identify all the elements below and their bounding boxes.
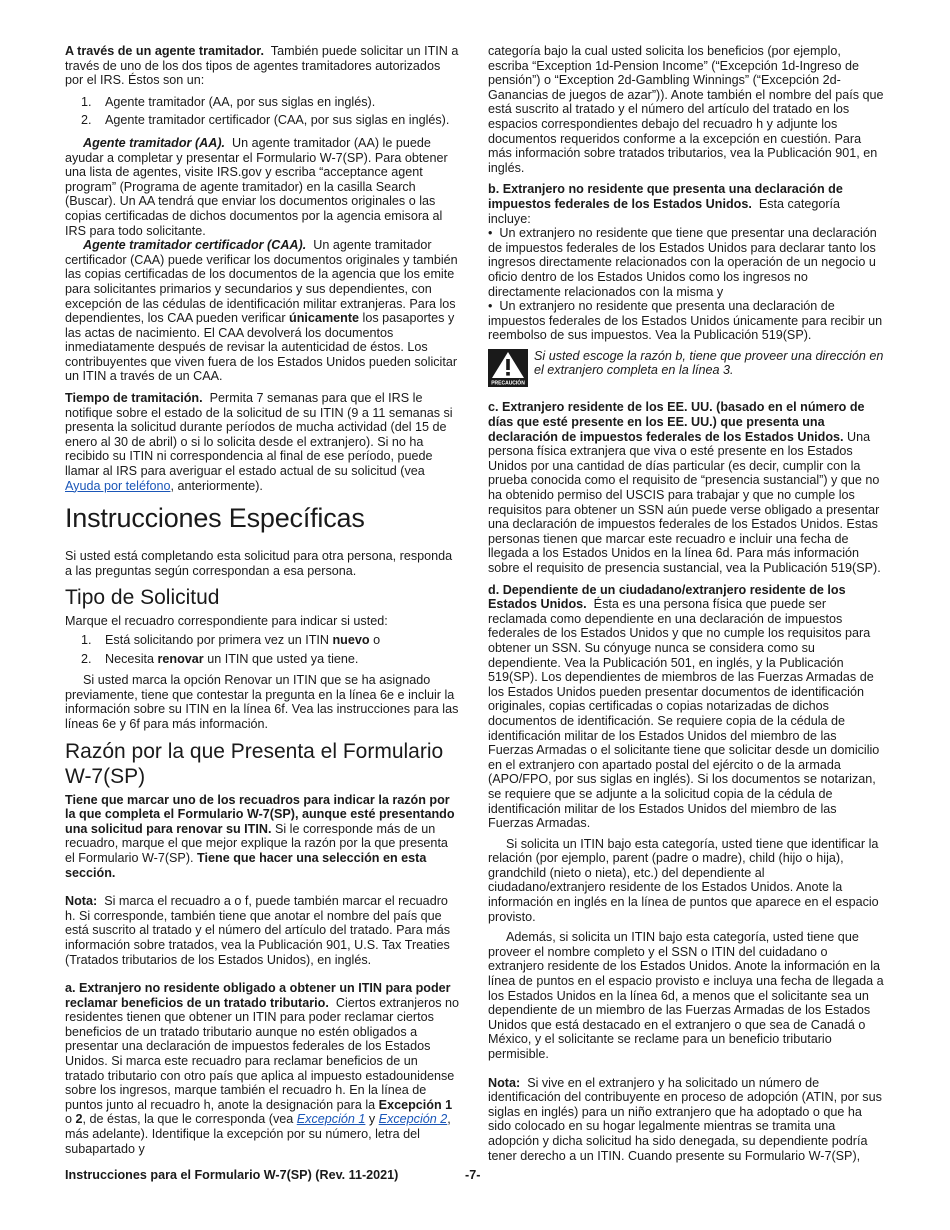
bullet-icon: • <box>488 299 493 314</box>
list-text: o <box>369 633 381 647</box>
reason-c-title: c. Extranjero residente de los EE. UU. (basado en el número de días que esté presente en los EE. UU.) que presenta una declaración de impuestos federales de los Estados Unidos. <box>488 400 865 444</box>
bullet-item <box>488 226 884 299</box>
excepcion-2-link[interactable]: Excepción 2 <box>378 1112 448 1127</box>
list-number: 2. <box>81 651 92 666</box>
list-number: 1. <box>81 633 92 647</box>
nota-text: Si marca el recuadro a o f, puede también marcar el recuadro h. Si corresponde, también tiene que anotar el nombre del país que está suscrito al tratado y el número del artículo del tratado. Para más información sobre tratados, vea la Publicación 901, U.S. Tax Treaties (Tratados tributarios de los Estados Unidos), en inglés. <box>65 894 451 967</box>
reason-c-paragraph <box>488 400 884 575</box>
reason-c-text: Una persona física extranjera que viva o esté presente en los Estados Unidos por una cantidad de días particular (es decir, cumplir con la prueba conocida como el requisito de “presencia sustancial”) y que no ha obtenido permiso del USCIS para trabajar y que no cumple los requisitos para obtener un SSN aún puede verse obligado a presentar una declaración de impuestos federales de los Estados Unidos. Estas personas tienen que marcar este recuadro e incluir una fecha de llegada a los Estados Unidos en la línea 6d. Para más información sobre el requisito de presencia sustancial, vea la Publicación 519(SP). <box>488 429 881 575</box>
aa-text: Un agente tramitador (AA) le puede ayudar a completar y presentar el Formulario W-7(SP). Para obtener una lista de agentes, visite IRS.gov y escriba “acceptance agent program” (Programa de agente tramitador) en la casilla Search (Buscar). Un AA tendrá que enviar los documentos originales o las copias certificadas de dichos documentos por la agencia emisora al IRS para todo solicitante. <box>65 135 448 238</box>
caution-label: PRECAUCIÓN <box>491 380 525 387</box>
bullet-item <box>488 299 884 343</box>
bullet-text: Un extranjero no residente que tiene que presentar una declaración de impuestos federales de los Estados Unidos para declarar tanto los ingresos directamente relacionados con la operación de un negocio u oficio dentro de los Estados Unidos como los ingresos no directamente relacionados con la misma y <box>488 226 877 299</box>
conj-text: y <box>368 1112 376 1127</box>
caa-text-2: los pasaportes y las actas de nacimiento. El CAA devolverá los documentos inmediatamente después de revisar la autenticidad de éstos. Los contribuyentes que viven fuera de los Estados Unidos pueden solicitar un ITIN a través de un CAA. <box>65 311 458 384</box>
excepcion-1-link[interactable]: Excepción 1 <box>296 1112 366 1127</box>
reason-a-text-2: , de éstas, la que le corresponda (vea <box>82 1112 294 1127</box>
nota-label: Nota: <box>65 894 98 909</box>
razon-paragraph <box>65 793 460 881</box>
bullet-icon: • <box>488 226 493 241</box>
reason-d-text: Ésta es una persona física que puede ser reclamada como dependiente en una declaración de impuestos federales de los Estados Unidos y que no cumple los requisitos para obtener un SSN. Su cónyuge nunca se considera como su dependiente. Vea la Publicación 501, en inglés, y la Publicación 519(SP). Los dependientes de miembros de las Fuerzas Armadas de los Estados Unidos pueden presentar documentos de identificación originales, copias certificadas o copias notarizadas de dichos documentos de identificación. Se requiere copia de la cédula de identificación militar de los Estados Unidos del miembro de las Fuerzas Armadas o el solicitante tiene que solicitar desde un domicilio en el extranjero con apartado postal del ejército o de la armada (APO/FPO, por sus siglas en inglés). Si los documentos se notarizan, se requiere que se adjunte a la solicitud copia de la cédula de identificación militar de los Estados Unidos del miembro de las Fuerzas Armadas. <box>488 597 880 831</box>
tipo-text: Marque el recuadro correspondiente para indicar si usted: <box>65 614 388 629</box>
list-text: Agente tramitador certificador (CAA, por sus siglas en inglés). <box>105 113 450 128</box>
list-text: un ITIN que usted ya tiene. <box>203 651 359 666</box>
left-column <box>65 44 460 1163</box>
list-text: Necesita <box>105 651 158 666</box>
caa-paragraph <box>65 238 460 384</box>
nota-paragraph <box>65 894 460 967</box>
exception-bold: Excepción 1 <box>378 1097 453 1112</box>
list-number: 2. <box>81 113 92 128</box>
list-item <box>65 633 460 648</box>
reason-a-text-3: , más adelante). Identifique la excepción por su número, letra del subapartado y <box>65 1112 451 1156</box>
caa-text: Un agente tramitador certificador (CAA) puede verificar los documentos originales y también las copias certificadas de los documentos de la agencia que los emite para solicitantes primarios y secundarios y sus dependientes, con excepción de las cédulas de identificación militar extranjeras. Para los dependientes, los CAA pueden verificar <box>65 238 458 326</box>
list-text: Está solicitando por primera vez un ITIN <box>105 633 333 647</box>
reason-d-paragraph-2: Si solicita un ITIN bajo esta categoría, usted tiene que identificar la relación (por ejemplo, parent (padre o madre), child (hijo o hija), grandchild (nieto o nieta), etc.) del dependiente al ciudadano/extranjero residente de los Estados Unidos. Anote la información en inglés en la línea de puntos que aparece en el espacio provisto. <box>488 836 879 924</box>
reason-a-paragraph <box>65 981 460 1156</box>
razon-bold-2: Tiene que hacer una selección en esta sección. <box>65 850 427 880</box>
exception-bold: 2 <box>75 1112 83 1127</box>
list-item <box>65 652 460 667</box>
conj-text: o <box>65 1112 73 1127</box>
caa-title: Agente tramitador certificador (CAA). <box>83 238 307 253</box>
tiempo-title: Tiempo de tramitación. <box>65 391 203 406</box>
reason-d-paragraph <box>488 583 884 831</box>
renovar-paragraph: Si usted marca la opción Renovar un ITIN que se ha asignado previamente, tiene que contestar la pregunta en la línea 6e e incluir la información sobre su ITIN en la línea 6f. Vea las instrucciones para las líneas 6e y 6f para más información. <box>65 673 459 731</box>
section-heading-tipo: Tipo de Solicitud <box>65 586 220 610</box>
list-item <box>65 113 460 128</box>
list-item <box>65 95 460 110</box>
nota-label: Nota: <box>488 1075 521 1090</box>
continuation-paragraph: categoría bajo la cual usted solicita los beneficios (por ejemplo, escriba “Exception 1d-Pension Income” (“Excepción 1d-Ingreso de pensión”) o “Exception 2d-Gambling Winnings” (“Excepción 2d-Ganancias de juegos de azar”)). Anote también el nombre del país que está suscrito al tratado y el número del artículo del tratado en los espacios correspondientes debajo del recuadro h y adjunte los documentos requeridos conforme a la excepción en cuestión. Para más información sobre tratados tributarios, vea la Publicación 901, en inglés. <box>488 44 884 175</box>
page-heading: Instrucciones Específicas <box>65 503 365 534</box>
reason-a-text: Ciertos extranjeros no residentes tienen que obtener un ITIN para poder reclamar ciertos beneficios de un tratado tributario aunque no estén obligados a presentar una declaración de impuestos federales de los Estados Unidos. Si marca este recuadro para reclamar beneficios de un tratado tributario con otro país que aplica al impuesto estadounidense sobre los ingresos, marque también el recuadro h. En la línea de puntos junto al recuadro h, anote la designación para la <box>65 995 460 1112</box>
reason-b-paragraph <box>488 182 884 226</box>
tiempo-text: Permita 7 semanas para que el IRS le notifique sobre el estado de la solicitud de su ITIN (9 a 11 semanas si presenta la solicitud durante períodos de mucha actividad (del 15 de enero al 30 de abril) o si lo solicita desde el extranjero). Si no ha recibido su ITIN ni correspondencia al final de ese período, puede llamar al IRS para averiguar el estado actual de su solicitud (vea <box>65 391 453 479</box>
list-bold: nuevo <box>332 633 370 647</box>
razon-text: Si le corresponde más de un recuadro, marque el que mejor explique la razón por la que presenta el Formulario W-7(SP). <box>65 821 448 865</box>
list-bold: renovar <box>157 651 204 666</box>
ayuda-telefono-link[interactable]: Ayuda por teléfono <box>65 478 171 493</box>
list-text: Agente tramitador (AA, por sus siglas en inglés). <box>105 94 376 109</box>
list-number: 1. <box>81 94 92 109</box>
right-column <box>488 44 884 1170</box>
page-number: -7- <box>465 1168 481 1182</box>
reason-b-title: b. Extranjero no residente que presenta una declaración de impuestos federales de los Estados Unidos. <box>488 182 843 211</box>
caution-box <box>488 349 884 391</box>
agente-text: También puede solicitar un ITIN a través de uno de los dos tipos de agentes tramitadores autorizados por el IRS. Éstos son un: <box>65 44 459 88</box>
page-footer <box>65 1168 885 1183</box>
aa-paragraph <box>65 136 460 238</box>
tiempo-paragraph <box>65 391 460 493</box>
reason-b-text: Esta categoría incluye: <box>488 196 841 226</box>
section-heading-razon: Razón por la que Presenta el Formulario W-7(SP) <box>65 739 444 788</box>
agente-paragraph <box>65 44 460 88</box>
agente-title: A través de un agente tramitador. <box>65 44 264 58</box>
nota-text: Si vive en el extranjero y ha solicitado un número de identificación del contribuyente en proceso de adopción (ATIN, por sus siglas en inglés) para un niño extranjero que ha adoptado o que ha sido colocado en su hogar legalmente mientras se tramita una adopción y dicha solicitud ha sido denegada, su dependiente podría tener derecho a un ITIN. Cuando presente su Formulario W-7(SP), <box>488 1075 882 1163</box>
reason-d-paragraph-3: Además, si solicita un ITIN bajo esta categoría, usted tiene que proveer el nombre completo y el SSN o ITIN del cuidadano o extranjero residente de los Estados Unidos. Anote la información en la línea de puntos en el espacio provisto e incluya una fecha de llegada a los Estados Unidos en la línea 6d, a menos que el solicitante sea un dependiente de un miembro de las Fuerzas Armadas de los Estados Unidos que está destacado en el extranjero o que sea de Canadá o México, y el solicitante se reclame para un beneficio tributario permisible. <box>488 930 884 1061</box>
footer-title: Instrucciones para el Formulario W-7(SP) (Rev. 11-2021) <box>65 1168 399 1182</box>
intro-paragraph: Si usted está completando esta solicitud para otra persona, responda a las preguntas según correspondan a esa persona. <box>65 549 453 578</box>
bullet-text: Un extranjero no residente que presenta una declaración de impuestos federales de los Estados Unidos únicamente para recibir un reembolso de sus impuestos. Vea la Publicación 519(SP). <box>488 299 883 343</box>
razon-bold: Tiene que marcar uno de los recuadros para indicar la razón por la que completa el Formulario W-7(SP), aunque esté presentando una solicitud para renovar su ITIN. <box>65 792 455 836</box>
reason-a-title: a. Extranjero no residente obligado a obtener un ITIN para poder reclamar beneficios de un tratado tributario. <box>65 981 451 1010</box>
caution-text: Si usted escoge la razón b, tiene que proveer una dirección en el extranjero completa en la línea 3. <box>534 348 884 378</box>
caution-icon <box>488 349 528 391</box>
reason-d-title: d. Dependiente de un ciudadano/extranjero residente de los Estados Unidos. <box>488 582 846 612</box>
nota-paragraph-right <box>488 1076 884 1164</box>
caa-bold: únicamente <box>289 311 360 326</box>
aa-title: Agente tramitador (AA). <box>83 135 226 150</box>
tiempo-end: , anteriormente). <box>170 478 263 493</box>
